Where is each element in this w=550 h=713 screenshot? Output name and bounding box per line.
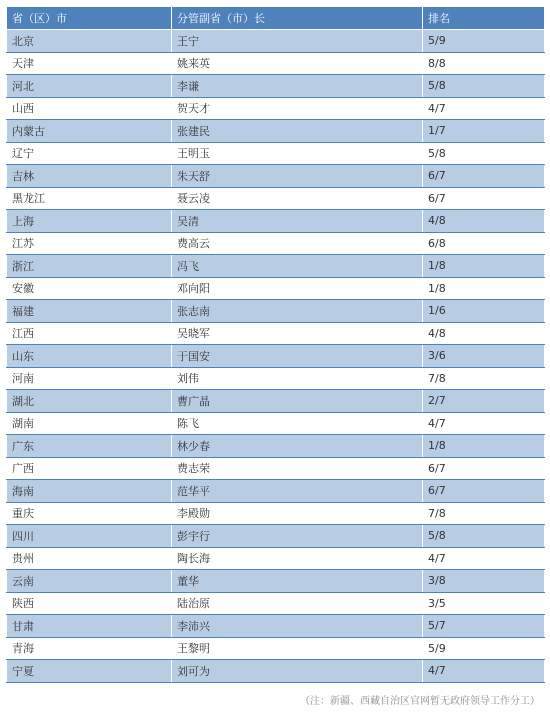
cell-rank: 1/8 xyxy=(423,255,545,278)
cell-province: 山西 xyxy=(7,97,172,120)
cell-province: 江苏 xyxy=(7,232,172,255)
cell-rank: 6/7 xyxy=(423,187,545,210)
cell-province: 宁夏 xyxy=(7,660,172,683)
cell-rank: 1/8 xyxy=(423,435,545,458)
cell-vice-governor: 费志荣 xyxy=(172,457,423,480)
cell-vice-governor: 于国安 xyxy=(172,345,423,368)
table-row xyxy=(7,502,545,525)
header-province: 省（区）市 xyxy=(7,7,172,30)
cell-vice-governor: 朱天舒 xyxy=(172,165,423,188)
cell-province: 重庆 xyxy=(7,502,172,525)
cell-vice-governor: 李谦 xyxy=(172,75,423,98)
table-row xyxy=(7,232,545,255)
cell-rank: 6/7 xyxy=(423,165,545,188)
cell-province: 浙江 xyxy=(7,255,172,278)
cell-vice-governor: 贺天才 xyxy=(172,97,423,120)
cell-province: 山东 xyxy=(7,345,172,368)
table-row xyxy=(7,660,545,683)
cell-vice-governor: 邓向阳 xyxy=(172,277,423,300)
cell-province: 云南 xyxy=(7,570,172,593)
table-row xyxy=(7,187,545,210)
cell-vice-governor: 王明玉 xyxy=(172,142,423,165)
table-row xyxy=(7,52,545,75)
cell-vice-governor: 曹广晶 xyxy=(172,390,423,413)
footnote: （注：新疆、西藏自治区官网暂无政府领导工作分工） xyxy=(300,696,540,707)
table-body xyxy=(7,30,545,683)
cell-province: 河北 xyxy=(7,75,172,98)
cell-province: 内蒙古 xyxy=(7,120,172,143)
cell-rank: 1/8 xyxy=(423,277,545,300)
cell-province: 安徽 xyxy=(7,277,172,300)
table-row xyxy=(7,637,545,660)
table-row xyxy=(7,480,545,503)
cell-rank: 1/7 xyxy=(423,120,545,143)
cell-rank: 2/7 xyxy=(423,390,545,413)
table-row xyxy=(7,300,545,323)
table-row xyxy=(7,30,545,53)
table-row xyxy=(7,412,545,435)
cell-rank: 5/7 xyxy=(423,615,545,638)
cell-province: 湖北 xyxy=(7,390,172,413)
table-row xyxy=(7,120,545,143)
cell-province: 四川 xyxy=(7,525,172,548)
cell-rank: 3/6 xyxy=(423,345,545,368)
table-row xyxy=(7,277,545,300)
cell-province: 福建 xyxy=(7,300,172,323)
cell-province: 陕西 xyxy=(7,592,172,615)
cell-vice-governor: 费高云 xyxy=(172,232,423,255)
cell-rank: 6/7 xyxy=(423,480,545,503)
cell-vice-governor: 李殿勋 xyxy=(172,502,423,525)
table-row xyxy=(7,592,545,615)
table-row xyxy=(7,255,545,278)
cell-rank: 4/7 xyxy=(423,660,545,683)
table-row xyxy=(7,390,545,413)
cell-vice-governor: 刘伟 xyxy=(172,367,423,390)
header-vice-governor: 分管副省（市）长 xyxy=(172,7,423,30)
table-row xyxy=(7,525,545,548)
table-row xyxy=(7,322,545,345)
cell-province: 河南 xyxy=(7,367,172,390)
table-row xyxy=(7,97,545,120)
cell-vice-governor: 彭宇行 xyxy=(172,525,423,548)
cell-vice-governor: 冯飞 xyxy=(172,255,423,278)
cell-vice-governor: 吴清 xyxy=(172,210,423,233)
cell-rank: 5/8 xyxy=(423,525,545,548)
header-rank: 排名 xyxy=(423,7,545,30)
cell-rank: 3/8 xyxy=(423,570,545,593)
cell-vice-governor: 王黎明 xyxy=(172,637,423,660)
cell-vice-governor: 陶长海 xyxy=(172,547,423,570)
cell-rank: 4/7 xyxy=(423,412,545,435)
ranking-table xyxy=(6,6,545,683)
cell-vice-governor: 刘可为 xyxy=(172,660,423,683)
cell-province: 吉林 xyxy=(7,165,172,188)
cell-province: 江西 xyxy=(7,322,172,345)
table-row xyxy=(7,210,545,233)
cell-vice-governor: 姚来英 xyxy=(172,52,423,75)
cell-province: 湖南 xyxy=(7,412,172,435)
cell-province: 黑龙江 xyxy=(7,187,172,210)
cell-vice-governor: 董华 xyxy=(172,570,423,593)
cell-province: 海南 xyxy=(7,480,172,503)
cell-rank: 6/7 xyxy=(423,457,545,480)
cell-rank: 7/8 xyxy=(423,502,545,525)
table-row xyxy=(7,165,545,188)
cell-rank: 8/8 xyxy=(423,52,545,75)
cell-rank: 5/8 xyxy=(423,75,545,98)
cell-rank: 1/6 xyxy=(423,300,545,323)
cell-vice-governor: 吴晓军 xyxy=(172,322,423,345)
cell-vice-governor: 林少春 xyxy=(172,435,423,458)
cell-vice-governor: 范华平 xyxy=(172,480,423,503)
table-row xyxy=(7,435,545,458)
cell-rank: 4/7 xyxy=(423,97,545,120)
cell-vice-governor: 陈飞 xyxy=(172,412,423,435)
cell-rank: 5/9 xyxy=(423,30,545,53)
cell-vice-governor: 李沛兴 xyxy=(172,615,423,638)
cell-vice-governor: 张志南 xyxy=(172,300,423,323)
cell-rank: 4/7 xyxy=(423,547,545,570)
table-row xyxy=(7,457,545,480)
cell-province: 贵州 xyxy=(7,547,172,570)
cell-rank: 4/8 xyxy=(423,322,545,345)
cell-rank: 4/8 xyxy=(423,210,545,233)
cell-province: 广西 xyxy=(7,457,172,480)
table-row xyxy=(7,142,545,165)
cell-rank: 5/9 xyxy=(423,637,545,660)
cell-province: 北京 xyxy=(7,30,172,53)
cell-vice-governor: 陆治原 xyxy=(172,592,423,615)
table-row xyxy=(7,75,545,98)
cell-rank: 7/8 xyxy=(423,367,545,390)
table-row xyxy=(7,547,545,570)
cell-province: 甘肃 xyxy=(7,615,172,638)
table-header-row xyxy=(7,7,545,30)
cell-vice-governor: 王宁 xyxy=(172,30,423,53)
cell-rank: 6/8 xyxy=(423,232,545,255)
cell-province: 上海 xyxy=(7,210,172,233)
cell-rank: 5/8 xyxy=(423,142,545,165)
table-row xyxy=(7,367,545,390)
cell-province: 广东 xyxy=(7,435,172,458)
cell-province: 天津 xyxy=(7,52,172,75)
cell-province: 青海 xyxy=(7,637,172,660)
cell-vice-governor: 张建民 xyxy=(172,120,423,143)
cell-province: 辽宁 xyxy=(7,142,172,165)
table-row xyxy=(7,570,545,593)
cell-vice-governor: 聂云凌 xyxy=(172,187,423,210)
table-row xyxy=(7,345,545,368)
table-row xyxy=(7,615,545,638)
cell-rank: 3/5 xyxy=(423,592,545,615)
